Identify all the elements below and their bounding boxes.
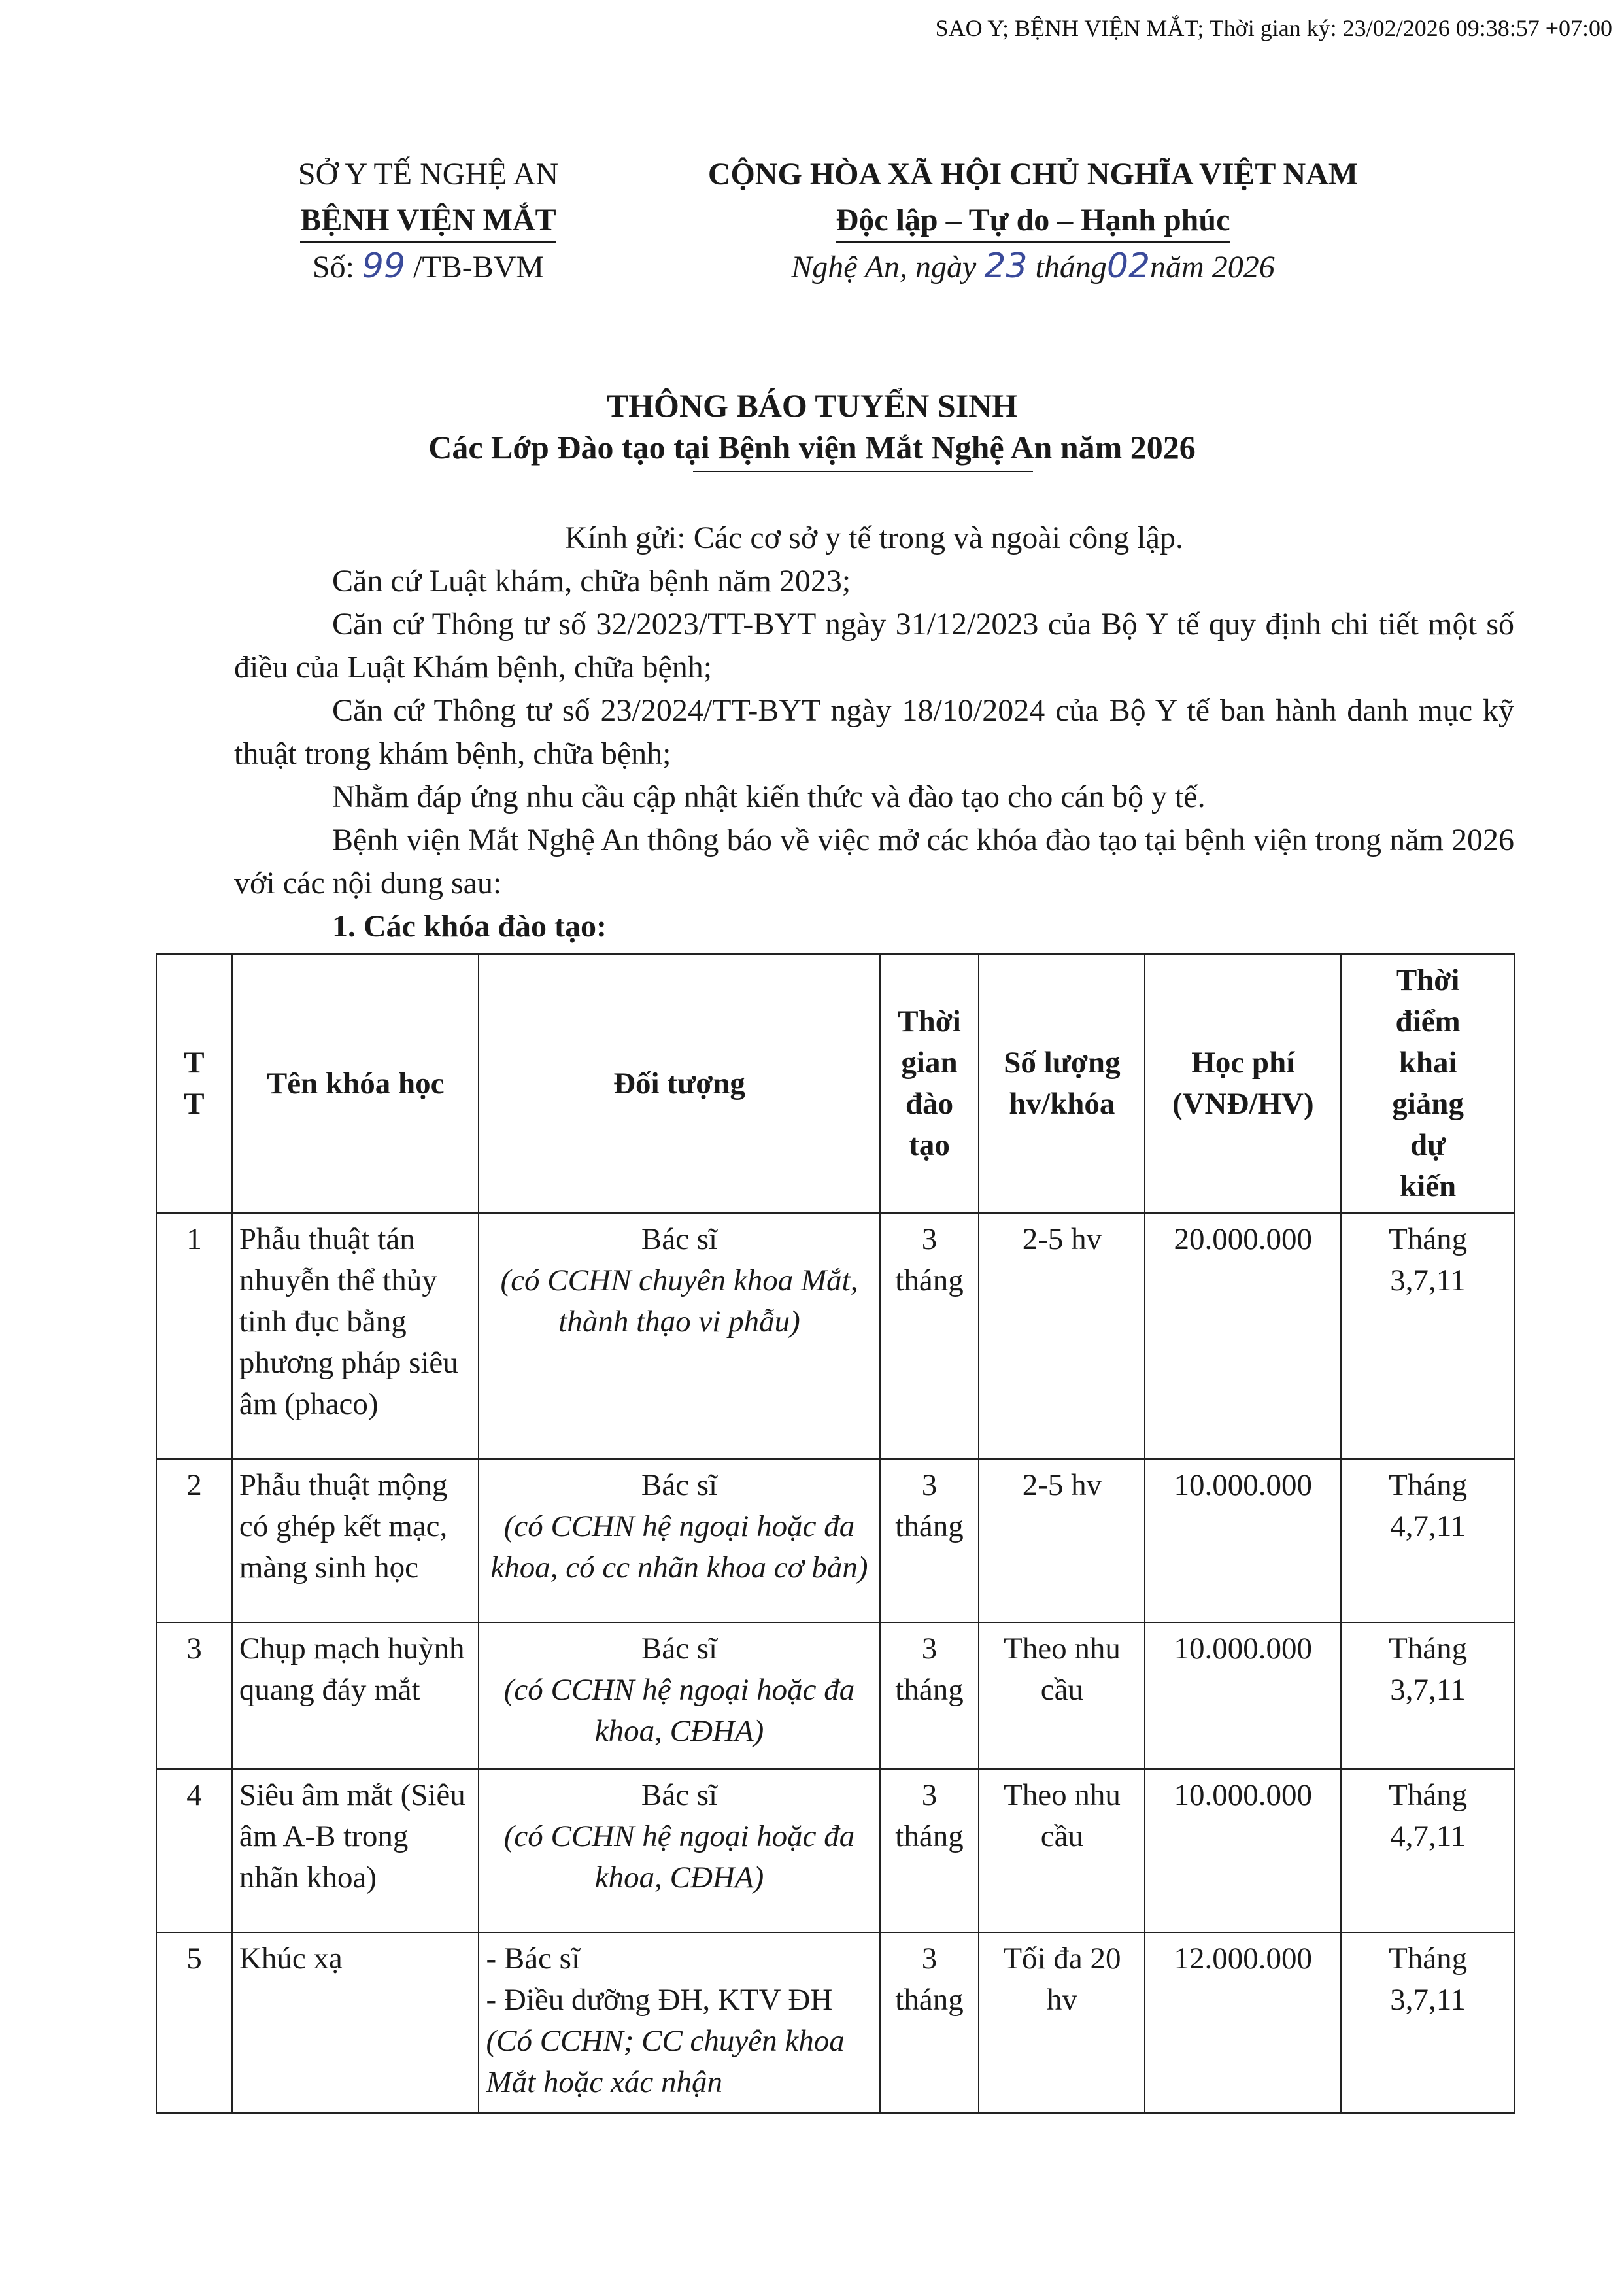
cell-count: Theo nhu cầu (979, 1769, 1145, 1932)
cell-duration: 3 tháng (880, 1932, 979, 2113)
cell-fee: 10.000.000 (1145, 1459, 1341, 1622)
table-row (156, 1213, 1515, 1459)
issuer-block (275, 152, 582, 290)
cell-duration: 3 tháng (880, 1622, 979, 1769)
document-title (0, 385, 1624, 468)
issuer-hospital: BỆNH VIỆN MẮT (275, 197, 582, 243)
title-line-1: THÔNG BÁO TUYỂN SINH (606, 387, 1018, 424)
document-body (234, 517, 1514, 948)
cell-count: Theo nhu cầu (979, 1622, 1145, 1769)
digital-signature-stamp: SAO Y; BỆNH VIỆN MẮT; Thời gian ký: 23/02/2026 09:38:57 +07:00 (935, 15, 1612, 41)
document-number: Số: 99 /TB-BVM (312, 247, 545, 286)
cell-fee: 12.000.000 (1145, 1932, 1341, 2113)
cell-tt: 5 (156, 1932, 232, 2113)
header-target: Đối tượng (479, 954, 879, 1213)
cell-target: Bác sĩ (có CCHN hệ ngoại hoặc đa khoa, CĐHA) (479, 1769, 879, 1932)
cell-duration: 3 tháng (880, 1459, 979, 1622)
purpose-paragraph: Nhằm đáp ứng nhu cầu cập nhật kiến thức và đào tạo cho cán bộ y tế. (332, 780, 1206, 814)
issuer-department: SỞ Y TẾ NGHỆ AN (297, 157, 559, 192)
cell-course-name: Chụp mạch huỳnh quang đáy mắt (232, 1622, 479, 1769)
document-date: Nghệ An, ngày 23 tháng02năm 2026 (791, 247, 1275, 286)
date-day-handwritten: 23 (984, 247, 1028, 286)
cell-course-name: Phẫu thuật tán nhuyễn thể thủy tinh đục bằng phương pháp siêu âm (phaco) (232, 1213, 479, 1459)
cell-duration: 3 tháng (880, 1769, 979, 1932)
cell-count: Tối đa 20 hv (979, 1932, 1145, 2113)
cell-target: Bác sĩ (có CCHN hệ ngoại hoặc đa khoa, CĐHA) (479, 1622, 879, 1769)
national-name: CỘNG HÒA XÃ HỘI CHỦ NGHĨA VIỆT NAM (707, 157, 1359, 192)
cell-fee: 10.000.000 (1145, 1769, 1341, 1932)
cell-start: Tháng 3,7,11 (1341, 1932, 1515, 2113)
national-motto: Độc lập – Tự do – Hạnh phúc (654, 197, 1412, 243)
header-tt: T T (156, 954, 232, 1213)
section-heading-courses: 1. Các khóa đào tạo: (332, 909, 607, 944)
title-line-2: Các Lớp Đào tạo tại Bệnh viện Mắt Nghệ An năm 2026 (428, 429, 1196, 466)
cell-duration: 3 tháng (880, 1213, 979, 1459)
cell-tt: 3 (156, 1622, 232, 1769)
table-header-row (156, 954, 1515, 1213)
header-duration: Thời gian đào tạo (880, 954, 979, 1213)
national-header (654, 152, 1412, 290)
header-count: Số lượng hv/khóa (979, 954, 1145, 1213)
cell-course-name: Khúc xạ (232, 1932, 479, 2113)
cell-start: Tháng 4,7,11 (1341, 1459, 1515, 1622)
cell-tt: 2 (156, 1459, 232, 1622)
cell-fee: 10.000.000 (1145, 1622, 1341, 1769)
cell-fee: 20.000.000 (1145, 1213, 1341, 1459)
header-start: Thời điểm khai giảng dự kiến (1341, 954, 1515, 1213)
cell-course-name: Phẫu thuật mộng có ghép kết mạc, màng sinh học (232, 1459, 479, 1622)
document-number-handwritten: 99 (362, 247, 406, 286)
title-underline (693, 471, 1033, 472)
cell-target: Bác sĩ (có CCHN chuyên khoa Mắt, thành thạo vi phẫu) (479, 1213, 879, 1459)
cell-count: 2-5 hv (979, 1459, 1145, 1622)
announcement-paragraph: Bệnh viện Mắt Nghệ An thông báo về việc mở các khóa đào tạo tại bệnh viện trong năm 2026 với các nội dung sau: (234, 823, 1514, 900)
cell-tt: 1 (156, 1213, 232, 1459)
date-month-handwritten: 02 (1106, 247, 1151, 286)
legal-basis-3: Căn cứ Thông tư số 23/2024/TT-BYT ngày 18/10/2024 của Bộ Y tế ban hành danh mục kỹ thuật trong khám bệnh, chữa bệnh; (234, 693, 1514, 771)
cell-target: - Bác sĩ - Điều dưỡng ĐH, KTV ĐH (Có CCHN; CC chuyên khoa Mắt hoặc xác nhận (479, 1932, 879, 2113)
table-row (156, 1459, 1515, 1622)
cell-start: Tháng 3,7,11 (1341, 1213, 1515, 1459)
table-row (156, 1622, 1515, 1769)
cell-start: Tháng 3,7,11 (1341, 1622, 1515, 1769)
header-fee: Học phí (VNĐ/HV) (1145, 954, 1341, 1213)
recipient-line: Kính gửi: Các cơ sở y tế trong và ngoài công lập. (565, 521, 1183, 555)
legal-basis-2: Căn cứ Thông tư số 32/2023/TT-BYT ngày 31/12/2023 của Bộ Y tế quy định chi tiết một số điều của Luật Khám bệnh, chữa bệnh; (234, 607, 1514, 685)
table-row (156, 1769, 1515, 1932)
header-course-name: Tên khóa học (232, 954, 479, 1213)
cell-course-name: Siêu âm mắt (Siêu âm A-B trong nhãn khoa) (232, 1769, 479, 1932)
cell-start: Tháng 4,7,11 (1341, 1769, 1515, 1932)
legal-basis-1: Căn cứ Luật khám, chữa bệnh năm 2023; (332, 564, 851, 598)
cell-target: Bác sĩ (có CCHN hệ ngoại hoặc đa khoa, có cc nhãn khoa cơ bản) (479, 1459, 879, 1622)
cell-tt: 4 (156, 1769, 232, 1932)
cell-count: 2-5 hv (979, 1213, 1145, 1459)
table-row (156, 1932, 1515, 2113)
courses-table (156, 953, 1515, 2114)
